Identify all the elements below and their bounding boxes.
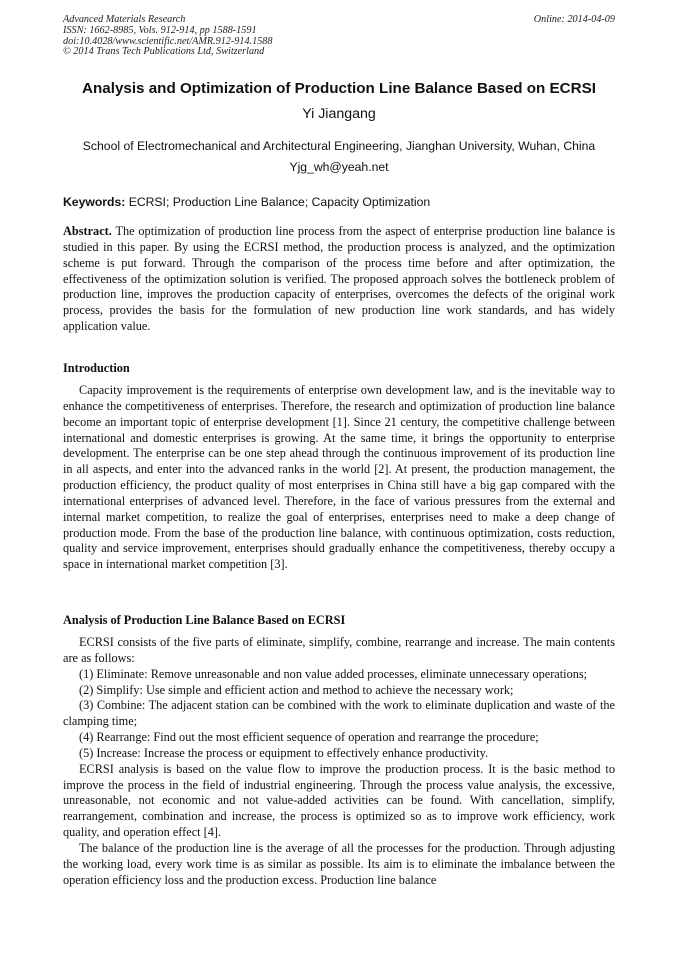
list-item: (5) Increase: Increase the process or equipment to effectively enhance productivity. xyxy=(79,745,489,760)
doi-line: doi:10.4028/www.scientific.net/AMR.912-914.1588 xyxy=(63,35,273,47)
journal-header xyxy=(63,15,272,58)
journal-name: Advanced Materials Research xyxy=(63,14,186,25)
list-item: (4) Rearrange: Find out the most efficient sequence of operation and rearrange the procedure; xyxy=(79,730,539,745)
abstract-text: The optimization of production line process from the aspect of enterprise production line balance is studied in this paper. By using the ECRSI method, the production process is analyzed, and the optimization scheme is put forward. Through the comparison of the process time before and after optimization, the effectiveness of the optimization solution is verified. The proposed approach solves the bottleneck problem of production line, improves the production capacity of enterprises, overcomes the defects of the original work process, provides the basis for the formulation of new production line work standards, and has widely application value. xyxy=(63,224,615,334)
analysis-heading: Analysis of Production Line Balance Based on ECRSI xyxy=(63,613,346,627)
keywords-text: ECRSI; Production Line Balance; Capacity Optimization xyxy=(125,195,431,209)
analysis-paragraph-2: ECRSI analysis is based on the value flow to improve the production process. It is the basic method to improve the process in the field of industrial engineering. Through the process value analysis, the excessive, unreasonable, not economic and not value-added activities can be found. With cancellation, simplify, rearrangement, combination and increase, the process is optimized so as to improve work efficiency, work quality, and operation effect [4]. xyxy=(63,761,615,840)
list-item: (1) Eliminate: Remove unreasonable and non value added processes, eliminate unnecessary operations; xyxy=(79,666,588,681)
abstract-label: Abstract. xyxy=(63,224,112,238)
list-item: (3) Combine: The adjacent station can be combined with the work to eliminate duplication and waste of the clamping time; xyxy=(63,698,615,729)
author-email: Yjg_wh@yeah.net xyxy=(289,160,389,174)
keywords xyxy=(63,195,615,209)
introduction-section xyxy=(63,383,615,573)
paper-title: Analysis and Optimization of Production Line Balance Based on ECRSI xyxy=(82,80,596,97)
author-name: Yi Jiangang xyxy=(302,106,376,122)
analysis-intro: ECRSI consists of the five parts of eliminate, simplify, combine, rearrange and increase. The main contents are as follows: xyxy=(63,635,615,665)
analysis-section xyxy=(63,635,615,889)
list-item: (2) Simplify: Use simple and efficient action and method to achieve the necessary work; xyxy=(79,682,514,697)
introduction-heading: Introduction xyxy=(63,361,130,375)
keywords-label: Keywords: xyxy=(63,195,126,209)
author-affiliation: School of Electromechanical and Architectural Engineering, Jianghan University, Wuhan, China xyxy=(82,139,596,153)
online-date: Online: 2014-04-09 xyxy=(533,14,615,25)
introduction-paragraph: Capacity improvement is the requirements of enterprise own development law, and is the inevitable way to enhance the competitiveness of enterprises. Therefore, the research and optimization of production line balance become an important topic of enterprise development [1]. Since 21 century, the competitive challenge between international and domestic enterprises is growing. At the same time, it brings the opportunity to enterprise development. The enterprise can be one step ahead through the continuous improvement of its production line in all aspects, and enter into the advanced ranks in the world [2]. At present, the production management, the production efficiency, the product quality of most enterprises in China still have a big gap compared with the international enterprises of advanced level. Therefore, in the face of various pressures from the external and internal market competition, to realize the goal of enterprises, enterprises need to make a deep change of production mode. From the base of the production line balance, with continuous optimization, costs reduction, quality and service improvement, enterprises should gradually enhance the competitiveness, thereby occupy a space in international market competition [3]. xyxy=(63,383,615,572)
issn-line: ISSN: 1662-8985, Vols. 912-914, pp 1588-1591 xyxy=(63,24,257,36)
abstract xyxy=(63,224,615,335)
copyright-line: © 2014 Trans Tech Publications Ltd, Switzerland xyxy=(63,46,265,58)
analysis-paragraph-3: The balance of the production line is the average of all the processes for the production. Through adjusting the working load, every work time is as similar as possible. Its aim is to eliminate the imbalance between the operation efficiency loss and the production excess. Production line balance xyxy=(63,840,615,887)
